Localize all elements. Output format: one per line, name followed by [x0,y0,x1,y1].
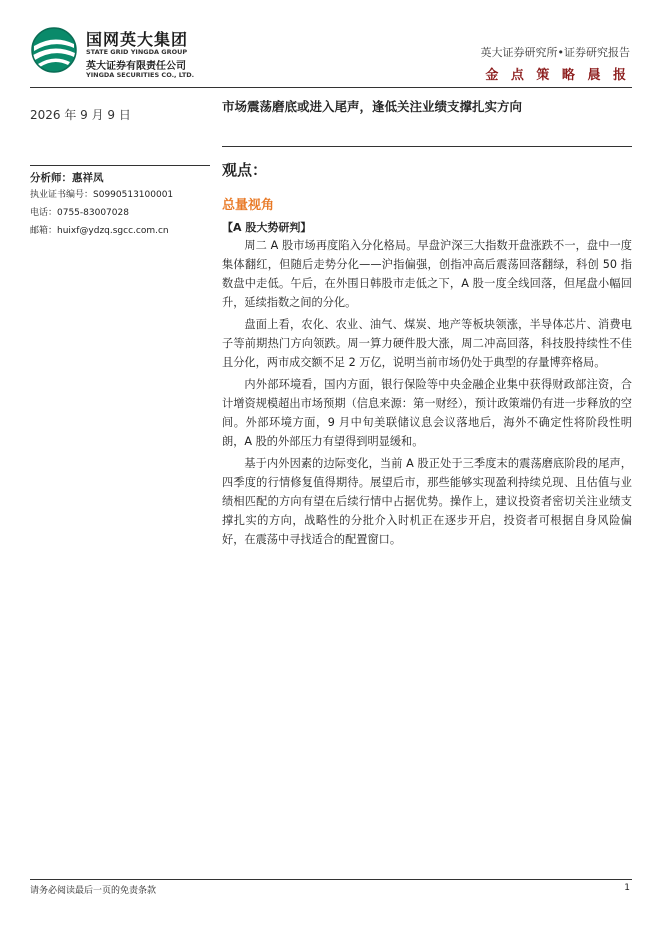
body-paragraph: 基于内外因素的边际变化，当前 A 股正处于三季度末的震荡磨底阶段的尾声，四季度的行情修复值得期待。展望后市，那些能够实现盈利持续兑现、且估值与业绩相匹配的方向有望在后续行情中占据优势。操作上，建议投资者密切关注业绩支撑扎实的方向，战略性的分批介入时机正在逐步开启，投资者可根据自身风险偏好，在震荡中寻找适合的配置窗口。 [222,457,632,546]
institute-label: 英大证券研究所•证券研究报告 [480,46,630,59]
group-name-en: STATE GRID YINGDA GROUP [86,48,188,56]
report-date: 2026 年 9 月 9 日 [30,108,131,122]
group-name-cn: 国网英大集团 [86,30,189,49]
title-divider [222,146,632,147]
analyst-phone: 电话：0755-83007028 [30,208,129,218]
sidebar-divider [30,165,210,166]
footer-disclaimer: 请务必阅读最后一页的免责条款 [30,886,157,896]
company-name-cn: 英大证券有限责任公司 [86,61,186,72]
footer-divider [30,879,632,880]
body-paragraph: 内外部环境看，国内方面，银行保险等中央金融企业集中获得财政部注资，合计增资规模超出市场预期（信息来源：第一财经），预计政策端仍有进一步释放的空间。外部环境方面，9 月中旬美联储议息会议落地后，海外不确定性将阶段性明朗，A 股的外部压力有望得到明显缓和。 [222,378,632,448]
analyst-license: 执业证书编号：S0990513100001 [30,190,174,200]
company-name-en: YINGDA SECURITIES CO., LTD. [86,71,195,79]
company-logo [30,24,220,82]
section-heading: 总量视角 [222,198,275,213]
analyst-email: 邮箱：huixf@ydzq.sgcc.com.cn [30,226,169,236]
state-grid-globe-icon [30,26,78,74]
viewpoint-heading: 观点： [222,161,268,179]
report-type-label: 金 点 策 略 晨 报 [485,68,630,83]
body-paragraph: 盘面上看，农化、农业、油气、煤炭、地产等板块领涨，半导体芯片、消费电子等前期热门方向领跌。周一算力硬件股大涨，周二冲高回落，科技股持续性不佳且分化，两市成交额不足 2 万亿，说明当前市场仍处于典型的存量博弈格局。 [222,318,632,369]
subheading: 【A 股大势研判】 [222,221,312,234]
analyst-name: 分析师：惠祥凤 [30,172,104,184]
report-body [222,236,632,552]
page-number: 1 [624,883,630,893]
header-divider [30,87,632,88]
body-paragraph: 周二 A 股市场再度陷入分化格局。早盘沪深三大指数开盘涨跌不一，盘中一度集体翻红，但随后走势分化——沪指偏强，创指冲高后震荡回落翻绿，科创 50 指数盘中走低。午后，在外围日韩股市走低之下，A 股一度全线回落，但尾盘小幅回升，延续指数之间的分化。 [222,239,632,309]
report-title: 市场震荡磨底或进入尾声，逢低关注业绩支撑扎实方向 [222,99,523,114]
